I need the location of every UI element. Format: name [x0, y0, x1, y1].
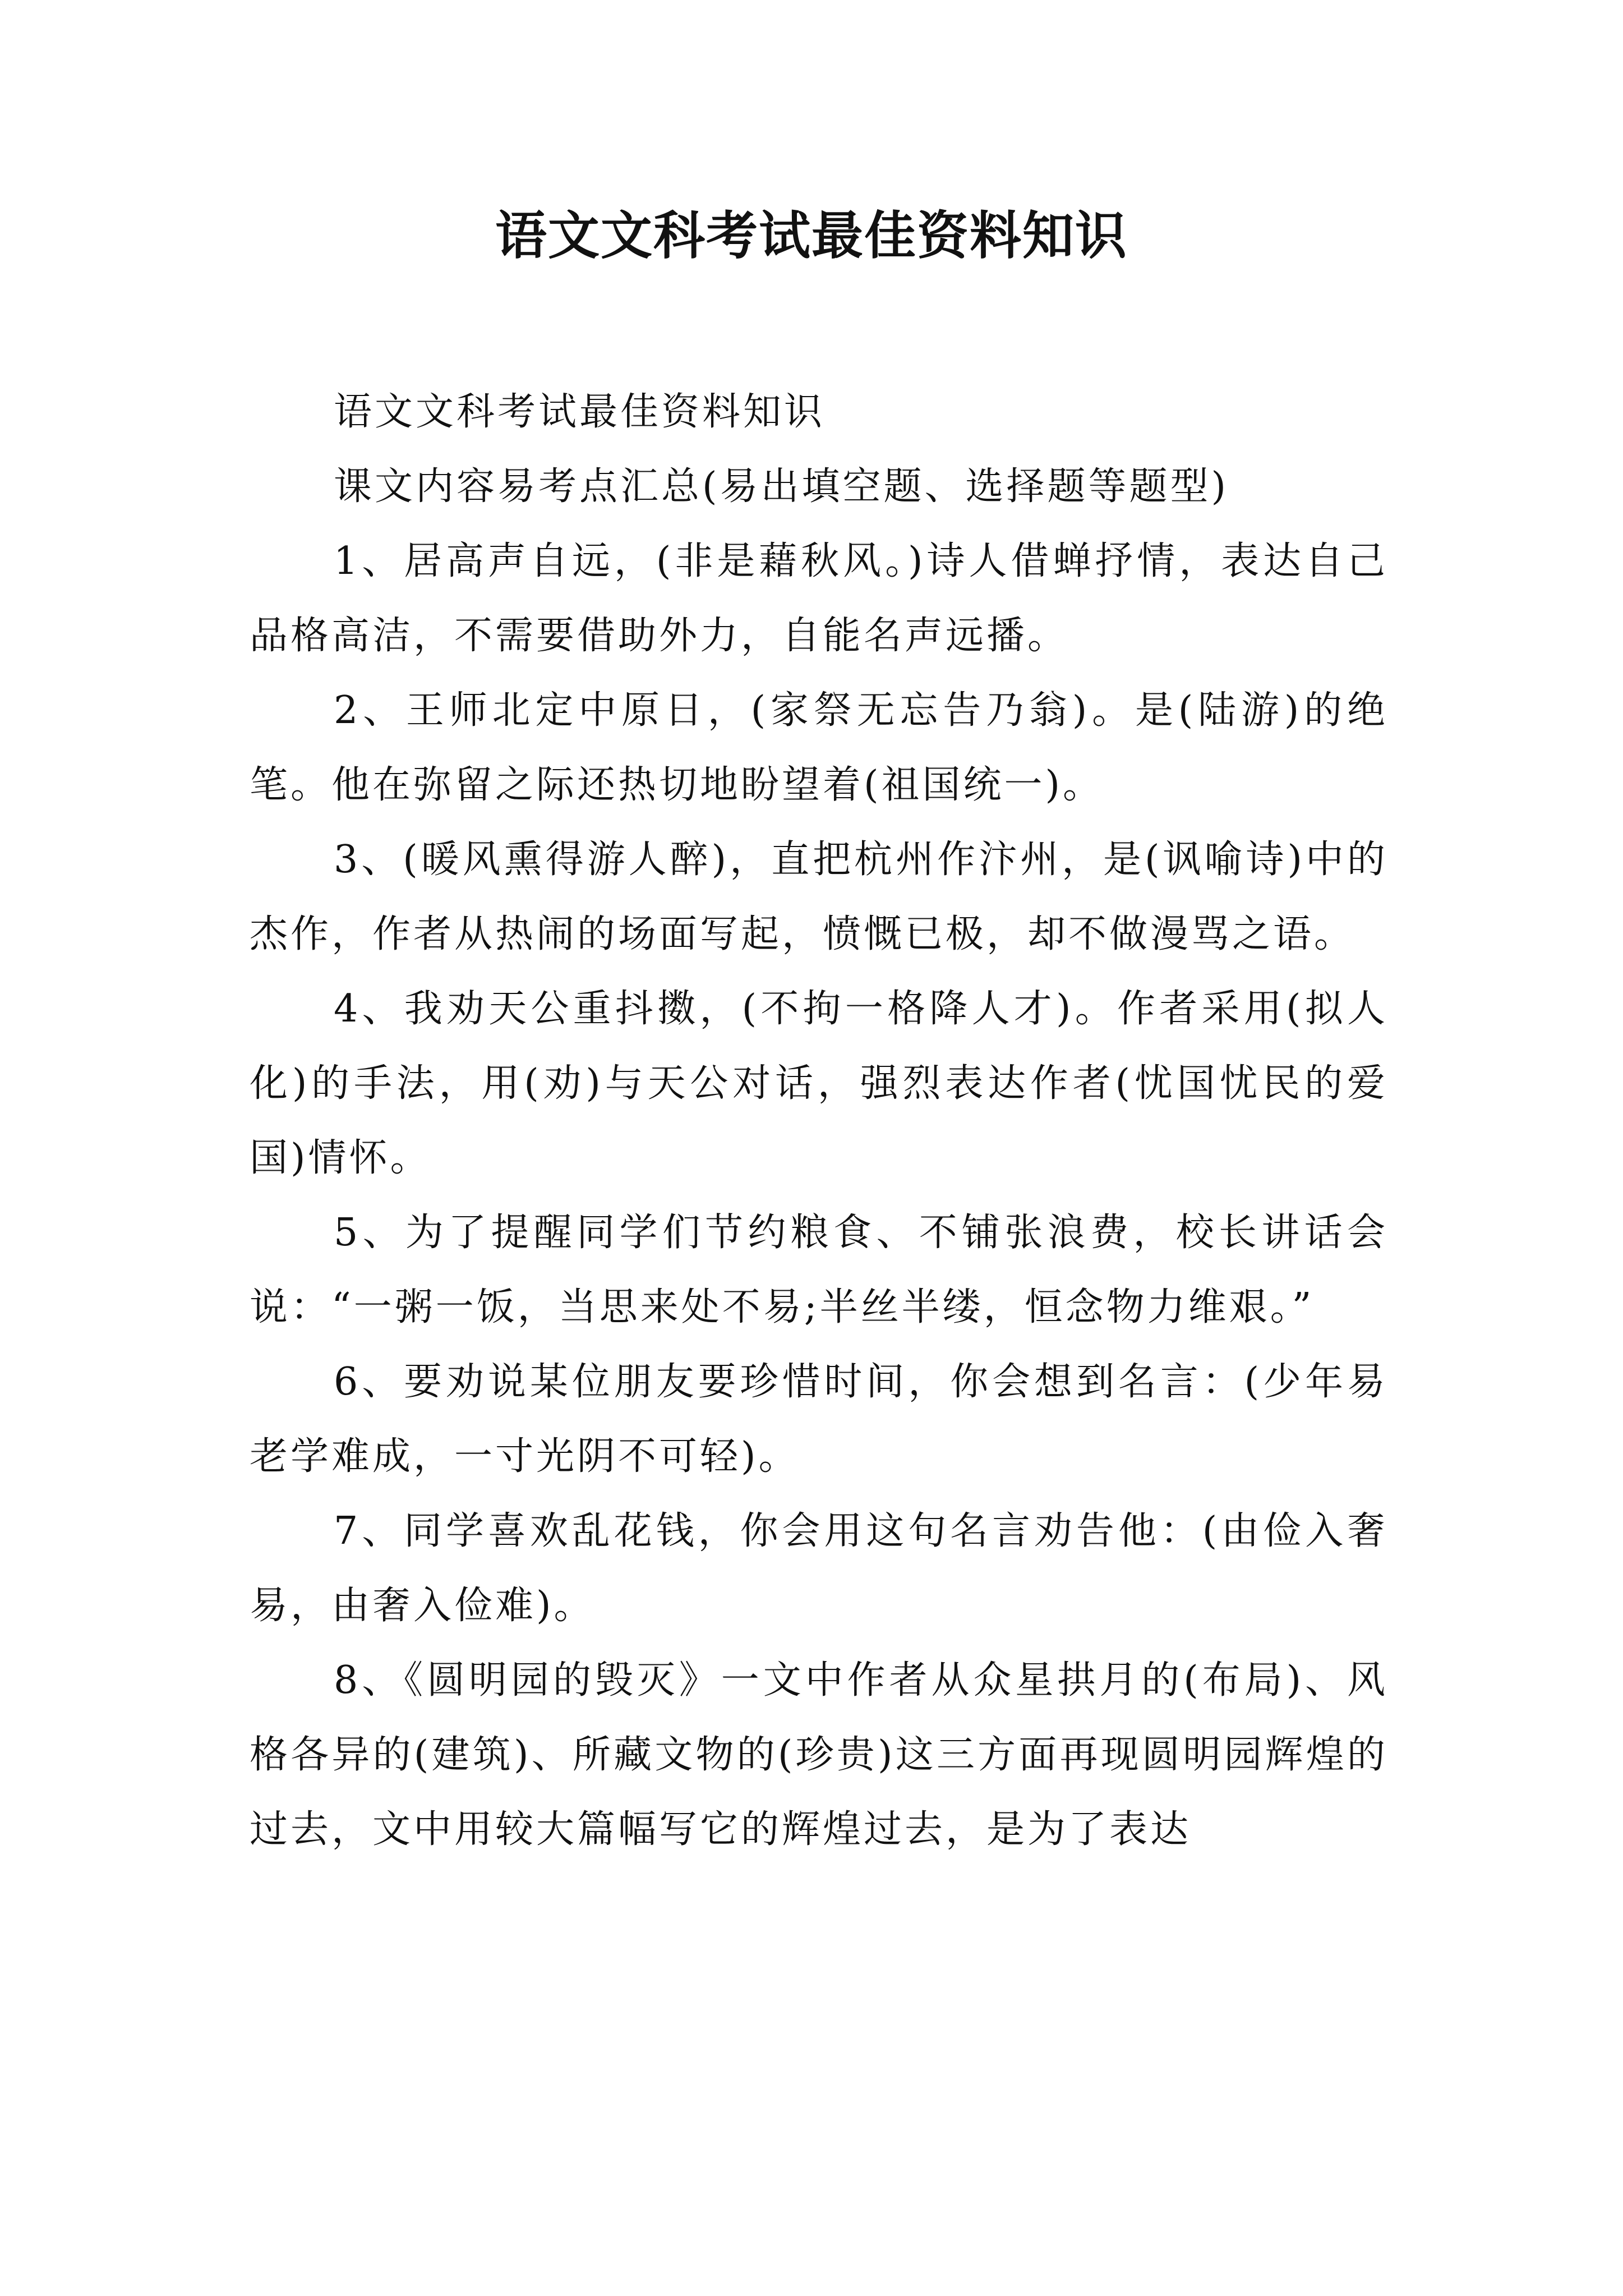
paragraph-item-6: 6、要劝说某位朋友要珍惜时间，你会想到名言：(少年易老学难成，一寸光阴不可轻)。 — [250, 1360, 1388, 1479]
document-body — [250, 375, 1388, 1867]
document-title: 语文文科考试最佳资料知识 — [495, 205, 1128, 266]
paragraph-item-4: 4、我劝天公重抖擞，(不拘一格降人才)。作者采用(拟人化)的手法，用(劝)与天公对话，强烈表达作者(忧国忧民的爱国)情怀。 — [250, 987, 1388, 1180]
paragraph-item-1: 1、居高声自远，(非是藉秋风。)诗人借蝉抒情，表达自己品格高洁，不需要借助外力，自能名声远播。 — [250, 539, 1388, 658]
paragraph-item-8: 8、《圆明园的毁灭》一文中作者从众星拱月的(布局)、风格各异的(建筑)、所藏文物的(珍贵)这三方面再现圆明园辉煌的过去，文中用较大篇幅写它的辉煌过去，是为了表达 — [250, 1658, 1388, 1852]
paragraph-item-2: 2、王师北定中原日，(家祭无忘告乃翁)。是(陆游)的绝笔。他在弥留之际还热切地盼望着(祖国统一)。 — [250, 688, 1388, 807]
paragraph-item-7: 7、同学喜欢乱花钱，你会用这句名言劝告他：(由俭入奢易，由奢入俭难)。 — [250, 1509, 1388, 1628]
paragraph-subtitle: 语文文科考试最佳资料知识 — [334, 390, 826, 434]
paragraph-section-heading: 课文内容易考点汇总(易出填空题、选择题等题型) — [334, 464, 1229, 509]
paragraph-item-3: 3、(暖风熏得游人醉)，直把杭州作汴州，是(讽喻诗)中的杰作，作者从热闹的场面写起，愤慨已极，却不做漫骂之语。 — [250, 838, 1388, 956]
paragraph-item-5: 5、为了提醒同学们节约粮食、不铺张浪费，校长讲话会说：“一粥一饭，当思来处不易;半丝半缕，恒念物力维艰。” — [250, 1211, 1388, 1329]
